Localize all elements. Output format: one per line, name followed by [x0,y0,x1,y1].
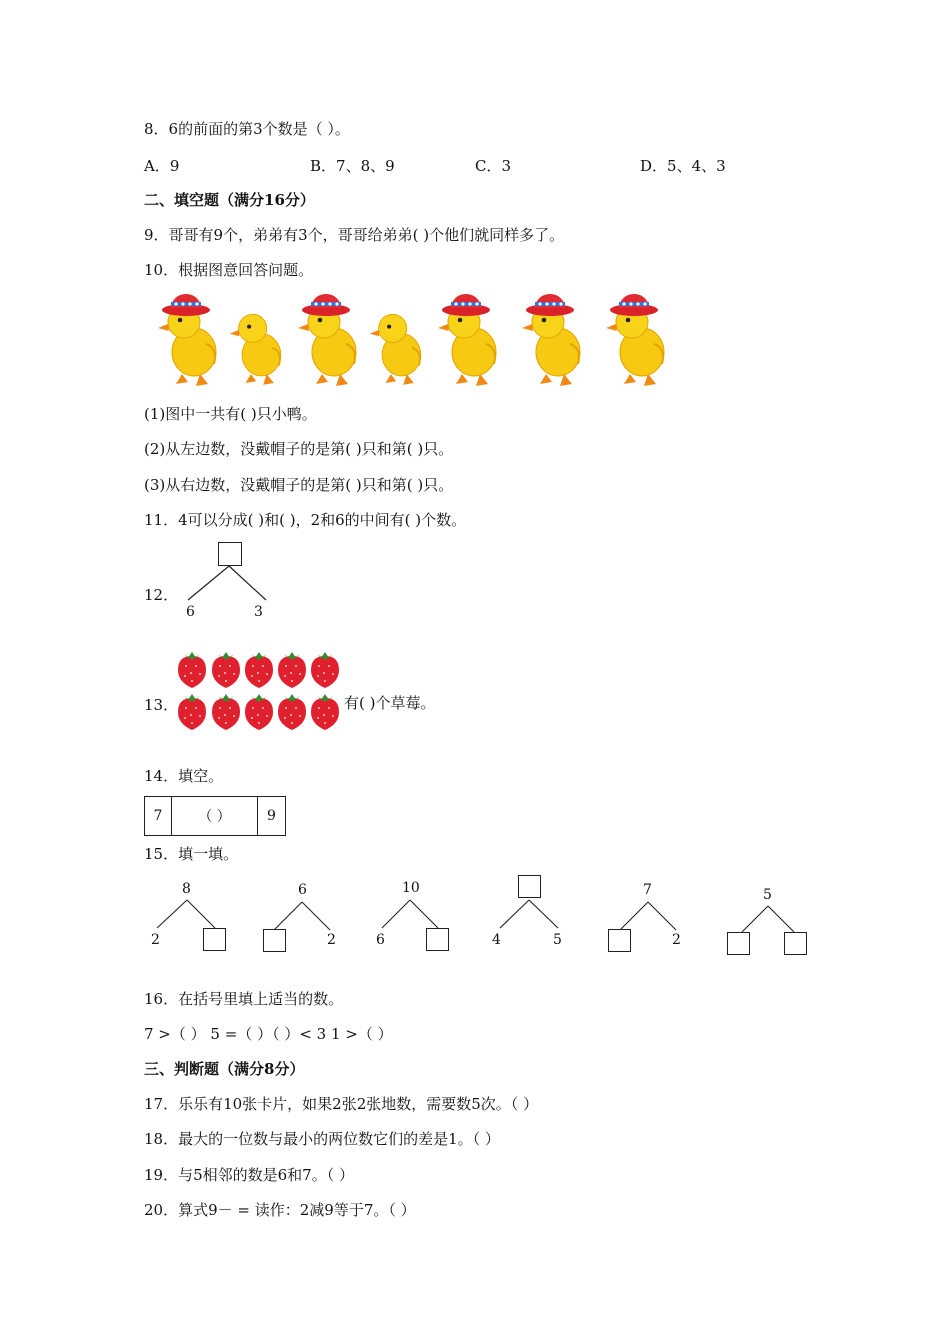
q15-bond3-top: 10 [402,880,420,896]
strawberry-group [172,648,344,734]
q19-text: 19．与5相邻的数是6和7。（ ） [144,1166,354,1184]
duckling-3-with-hat [298,294,356,386]
q16-comparisons: 7 >（ ） 5 =（ ）（ ）< 3 1 >（ ） [144,1025,393,1043]
duckling-6-with-hat [522,294,580,386]
q15-bond5-right: 2 [672,932,681,948]
section-true-false-heading: 三、判断题（满分8分） [144,1060,305,1078]
q15-bond4-top-box[interactable] [518,875,541,898]
duckling-7-with-hat [606,294,664,386]
q15-bond1-right-box[interactable] [203,928,226,951]
q20-text: 20．算式9－ = 读作：2减9等于7。（ ） [144,1201,416,1219]
q14-cell-right: 9 [258,797,286,836]
q17-text: 17．乐乐有10张卡片，如果2张2张地数，需要数5次。（ ） [144,1095,539,1113]
q12-top-box[interactable] [218,542,242,566]
duckling-2-no-hat [230,314,281,384]
q13-text: 有( )个草莓。 [344,694,436,712]
q15-bond4-right: 5 [553,932,562,948]
q9-text: 9．哥哥有9个，弟弟有3个，哥哥给弟弟( )个他们就同样多了。 [144,226,565,244]
q12-bond-lines [180,564,280,604]
q15-bond6-left-box[interactable] [727,932,750,955]
duckling-row [150,288,670,388]
strawberry [278,694,306,730]
duckling-5-with-hat [438,294,496,386]
duckling-4-no-hat [370,314,421,384]
strawberry [212,694,240,730]
strawberry [245,652,273,688]
q16-stem: 16．在括号里填上适当的数。 [144,990,344,1008]
strawberry [178,652,206,688]
duckling-1-with-hat [158,294,216,386]
q8-option-c: C．3 [475,157,512,175]
q15-bond3-right-box[interactable] [426,928,449,951]
q15-bond5-top: 7 [643,882,652,898]
q12-right-number: 3 [254,604,263,620]
q15-bond1-lines [155,898,235,932]
q11-text: 11．4可以分成( )和( )，2和6的中间有( )个数。 [144,511,467,529]
q15-bond3-left: 6 [376,932,385,948]
q8-option-a: A．9 [144,157,180,175]
q15-bond1-left: 2 [151,932,160,948]
strawberry [278,652,306,688]
q13-label: 13． [144,696,179,714]
strawberry [311,694,339,730]
q18-text: 18．最大的一位数与最小的两位数它们的差是1。（ ） [144,1130,500,1148]
strawberry [178,694,206,730]
q15-bond2-top: 6 [298,882,307,898]
q15-bond6-right-box[interactable] [784,932,807,955]
q8-option-b: B．7、8、9 [310,157,395,175]
q15-bond4-lines [496,898,576,932]
q15-bond5-left-box[interactable] [608,929,631,952]
q15-bond2-left-box[interactable] [263,929,286,952]
q8-stem: 8．6的前面的第3个数是（ ）。 [144,120,350,138]
q10-sub3: (3)从右边数，没戴帽子的是第( )只和第( )只。 [144,476,454,494]
q14-stem: 14．填空。 [144,767,224,785]
q15-stem: 15．填一填。 [144,845,239,863]
q8-option-d: D．5、4、3 [640,157,726,175]
strawberry [245,694,273,730]
q14-number-strip [144,796,286,836]
q15-bond2-right: 2 [327,932,336,948]
q12-label: 12． [144,586,179,604]
q15-bond4-left: 4 [492,932,501,948]
q12-left-number: 6 [186,604,195,620]
q15-bond3-lines [378,898,458,932]
q10-sub1: (1)图中一共有( )只小鸭。 [144,405,317,423]
strawberry [311,652,339,688]
q14-cell-blank[interactable]: （ ） [172,797,258,836]
section-fill-blank-heading: 二、填空题（满分16分） [144,191,315,209]
q10-sub2: (2)从左边数，没戴帽子的是第( )只和第( )只。 [144,440,454,458]
q15-bond6-top: 5 [763,887,772,903]
q15-bond1-top: 8 [182,881,191,897]
q10-stem: 10．根据图意回答问题。 [144,261,314,279]
strawberry [212,652,240,688]
q14-cell-left: 7 [145,797,172,836]
